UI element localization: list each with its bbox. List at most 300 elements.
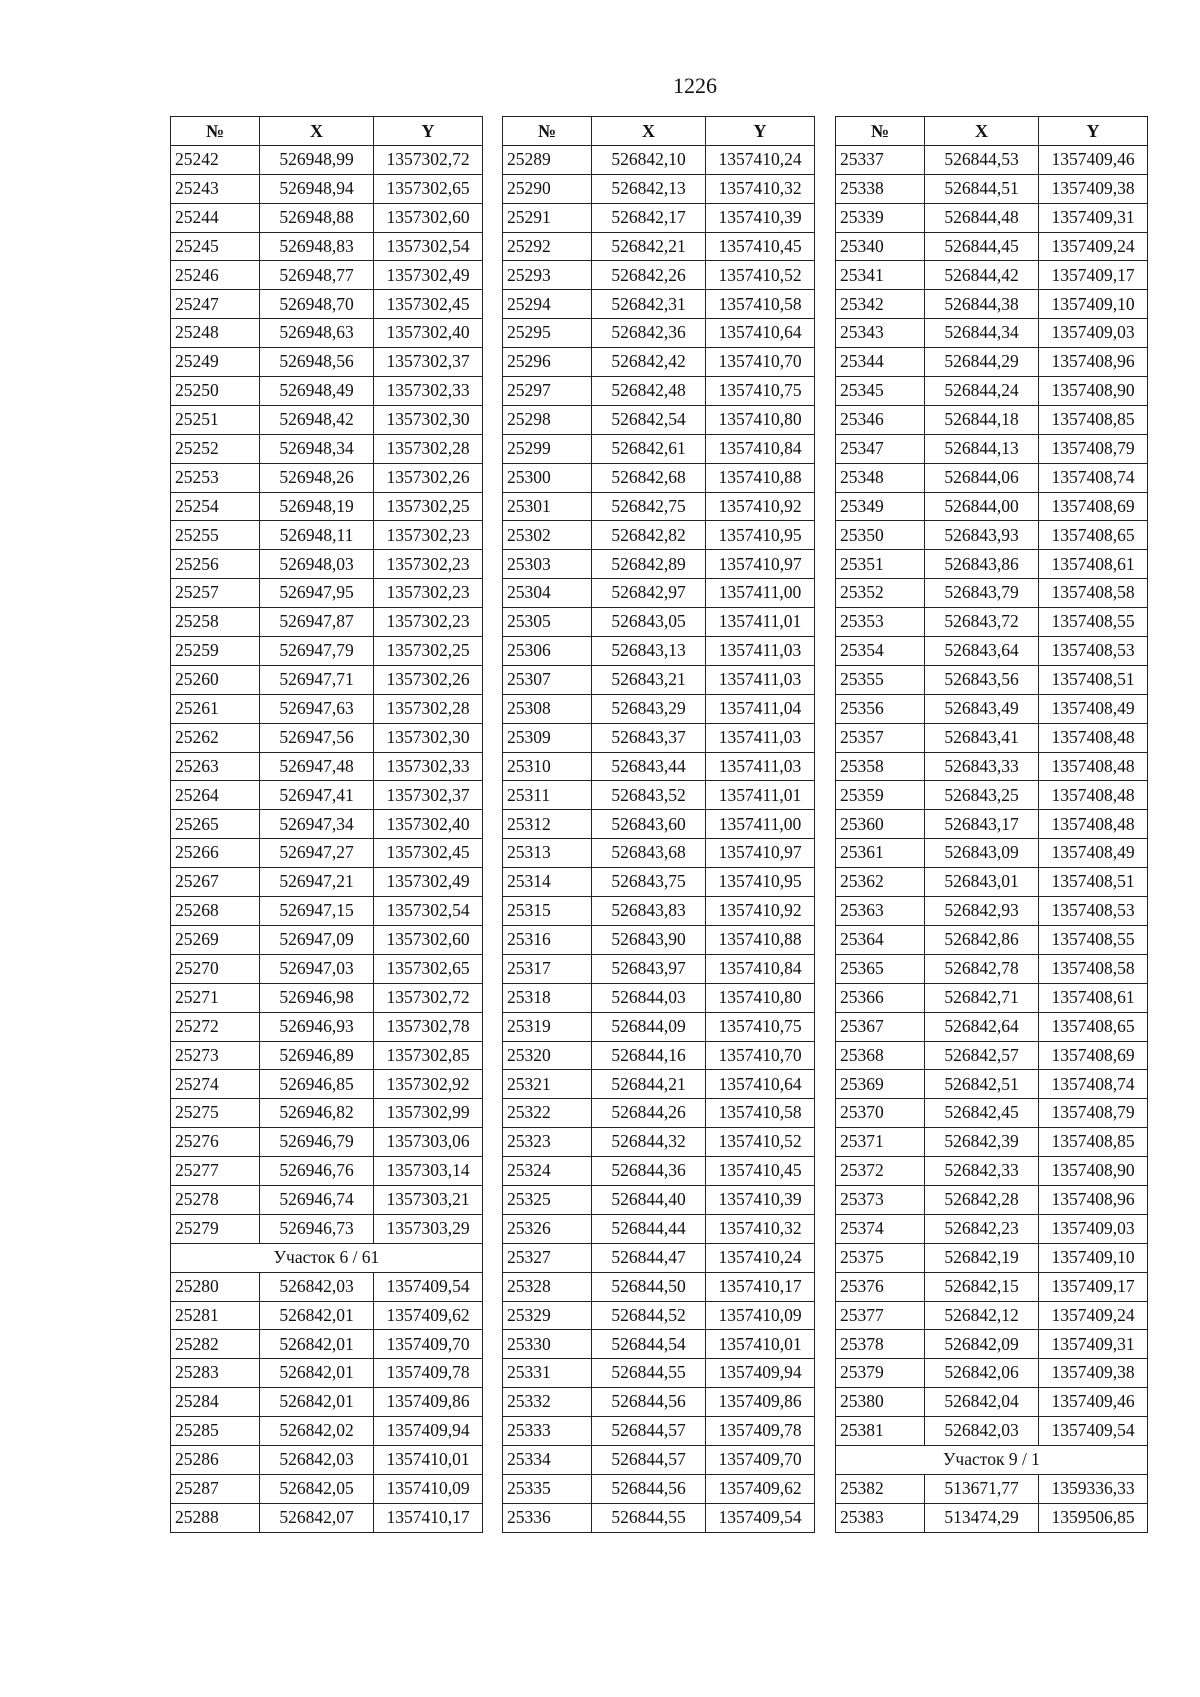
y-coordinate-cell: 1357408,90 xyxy=(1039,377,1148,406)
y-coordinate-cell: 1357409,94 xyxy=(374,1417,483,1446)
y-coordinate-cell: 1357410,52 xyxy=(706,261,815,290)
y-coordinate-cell: 1357408,49 xyxy=(1039,694,1148,723)
y-coordinate-cell: 1357409,03 xyxy=(1039,1214,1148,1243)
x-coordinate-cell: 526948,03 xyxy=(260,550,374,579)
y-coordinate-cell: 1357408,85 xyxy=(1039,1128,1148,1157)
y-coordinate-cell: 1357411,03 xyxy=(706,723,815,752)
point-number-cell: 25264 xyxy=(171,781,260,810)
y-coordinate-cell: 1357408,53 xyxy=(1039,637,1148,666)
point-number-cell: 25279 xyxy=(171,1214,260,1243)
table-row xyxy=(171,377,483,406)
y-coordinate-cell: 1357409,54 xyxy=(374,1272,483,1301)
x-coordinate-cell: 526844,24 xyxy=(925,377,1039,406)
y-coordinate-cell: 1357409,24 xyxy=(1039,232,1148,261)
table-row xyxy=(503,1128,815,1157)
y-coordinate-cell: 1357410,24 xyxy=(706,1243,815,1272)
y-coordinate-cell: 1357302,60 xyxy=(374,925,483,954)
y-coordinate-cell: 1357302,26 xyxy=(374,463,483,492)
point-number-cell: 25349 xyxy=(836,492,925,521)
table-row xyxy=(171,1445,483,1474)
x-coordinate-cell: 526844,51 xyxy=(925,174,1039,203)
y-coordinate-cell: 1357411,03 xyxy=(706,752,815,781)
x-coordinate-cell: 526842,01 xyxy=(260,1388,374,1417)
table-row xyxy=(836,1070,1148,1099)
x-coordinate-cell: 526842,03 xyxy=(925,1417,1039,1446)
table-row xyxy=(836,868,1148,897)
x-coordinate-cell: 526844,56 xyxy=(592,1388,706,1417)
table-row xyxy=(503,608,815,637)
x-coordinate-cell: 526844,21 xyxy=(592,1070,706,1099)
table-row xyxy=(171,1128,483,1157)
table-row xyxy=(836,1388,1148,1417)
y-coordinate-cell: 1357410,97 xyxy=(706,550,815,579)
point-number-cell: 25351 xyxy=(836,550,925,579)
x-coordinate-cell: 526843,60 xyxy=(592,810,706,839)
y-coordinate-cell: 1357410,88 xyxy=(706,463,815,492)
y-coordinate-cell: 1357302,37 xyxy=(374,348,483,377)
y-coordinate-cell: 1357408,51 xyxy=(1039,868,1148,897)
x-coordinate-cell: 526842,17 xyxy=(592,203,706,232)
point-number-cell: 25257 xyxy=(171,579,260,608)
x-coordinate-cell: 526842,23 xyxy=(925,1214,1039,1243)
x-coordinate-cell: 526842,02 xyxy=(260,1417,374,1446)
y-coordinate-cell: 1357410,92 xyxy=(706,897,815,926)
table-row xyxy=(503,1474,815,1503)
point-number-cell: 25249 xyxy=(171,348,260,377)
y-coordinate-cell: 1357410,92 xyxy=(706,492,815,521)
header-row xyxy=(836,117,1148,146)
point-number-cell: 25296 xyxy=(503,348,592,377)
table-row xyxy=(836,232,1148,261)
header-y: Y xyxy=(374,117,483,146)
x-coordinate-cell: 526842,03 xyxy=(260,1445,374,1474)
point-number-cell: 25247 xyxy=(171,290,260,319)
y-coordinate-cell: 1357302,28 xyxy=(374,434,483,463)
table-row xyxy=(503,319,815,348)
table-row xyxy=(171,1388,483,1417)
x-coordinate-cell: 526842,42 xyxy=(592,348,706,377)
point-number-cell: 25300 xyxy=(503,463,592,492)
table-row xyxy=(836,1099,1148,1128)
x-coordinate-cell: 526842,54 xyxy=(592,405,706,434)
table-row xyxy=(836,1330,1148,1359)
y-coordinate-cell: 1357302,28 xyxy=(374,694,483,723)
y-coordinate-cell: 1357408,79 xyxy=(1039,434,1148,463)
x-coordinate-cell: 526843,05 xyxy=(592,608,706,637)
y-coordinate-cell: 1357408,48 xyxy=(1039,810,1148,839)
x-coordinate-cell: 526842,89 xyxy=(592,550,706,579)
table-row xyxy=(836,434,1148,463)
x-coordinate-cell: 526844,44 xyxy=(592,1214,706,1243)
point-number-cell: 25310 xyxy=(503,752,592,781)
y-coordinate-cell: 1357411,04 xyxy=(706,694,815,723)
y-coordinate-cell: 1357302,49 xyxy=(374,868,483,897)
x-coordinate-cell: 526843,49 xyxy=(925,694,1039,723)
table-row xyxy=(503,1503,815,1532)
table-row xyxy=(171,983,483,1012)
x-coordinate-cell: 526843,41 xyxy=(925,723,1039,752)
point-number-cell: 25376 xyxy=(836,1272,925,1301)
point-number-cell: 25312 xyxy=(503,810,592,839)
point-number-cell: 25366 xyxy=(836,983,925,1012)
coordinates-table-1 xyxy=(170,116,483,1533)
point-number-cell: 25283 xyxy=(171,1359,260,1388)
table-row xyxy=(503,521,815,550)
table-row xyxy=(836,550,1148,579)
y-coordinate-cell: 1357302,23 xyxy=(374,608,483,637)
table-row xyxy=(503,463,815,492)
point-number-cell: 25313 xyxy=(503,839,592,868)
table-row xyxy=(836,1503,1148,1532)
y-coordinate-cell: 1357410,45 xyxy=(706,232,815,261)
point-number-cell: 25276 xyxy=(171,1128,260,1157)
table-row xyxy=(171,1157,483,1186)
x-coordinate-cell: 526947,95 xyxy=(260,579,374,608)
point-number-cell: 25294 xyxy=(503,290,592,319)
y-coordinate-cell: 1357410,01 xyxy=(706,1330,815,1359)
table-row xyxy=(503,1099,815,1128)
point-number-cell: 25308 xyxy=(503,694,592,723)
y-coordinate-cell: 1357409,46 xyxy=(1039,145,1148,174)
table-row xyxy=(836,463,1148,492)
point-number-cell: 25259 xyxy=(171,637,260,666)
x-coordinate-cell: 526842,05 xyxy=(260,1474,374,1503)
table-row xyxy=(171,608,483,637)
x-coordinate-cell: 526948,11 xyxy=(260,521,374,550)
point-number-cell: 25335 xyxy=(503,1474,592,1503)
table-row xyxy=(171,781,483,810)
x-coordinate-cell: 526842,01 xyxy=(260,1330,374,1359)
y-coordinate-cell: 1357408,65 xyxy=(1039,521,1148,550)
table-row xyxy=(836,377,1148,406)
page-number: 1226 xyxy=(673,73,717,98)
point-number-cell: 25305 xyxy=(503,608,592,637)
point-number-cell: 25340 xyxy=(836,232,925,261)
x-coordinate-cell: 526842,19 xyxy=(925,1243,1039,1272)
table-row xyxy=(836,665,1148,694)
table-row xyxy=(171,290,483,319)
point-number-cell: 25371 xyxy=(836,1128,925,1157)
x-coordinate-cell: 526844,13 xyxy=(925,434,1039,463)
y-coordinate-cell: 1357409,94 xyxy=(706,1359,815,1388)
table-row xyxy=(836,1214,1148,1243)
x-coordinate-cell: 526947,48 xyxy=(260,752,374,781)
table-row xyxy=(503,1330,815,1359)
x-coordinate-cell: 526946,89 xyxy=(260,1041,374,1070)
point-number-cell: 25284 xyxy=(171,1388,260,1417)
header-x: X xyxy=(260,117,374,146)
point-number-cell: 25281 xyxy=(171,1301,260,1330)
point-number-cell: 25342 xyxy=(836,290,925,319)
y-coordinate-cell: 1357302,23 xyxy=(374,550,483,579)
x-coordinate-cell: 526948,77 xyxy=(260,261,374,290)
y-coordinate-cell: 1357302,72 xyxy=(374,983,483,1012)
y-coordinate-cell: 1357410,45 xyxy=(706,1157,815,1186)
table-row xyxy=(836,723,1148,752)
x-coordinate-cell: 526842,57 xyxy=(925,1041,1039,1070)
y-coordinate-cell: 1357410,17 xyxy=(374,1503,483,1532)
x-coordinate-cell: 526948,94 xyxy=(260,174,374,203)
x-coordinate-cell: 526947,09 xyxy=(260,925,374,954)
point-number-cell: 25298 xyxy=(503,405,592,434)
table-row xyxy=(503,810,815,839)
point-number-cell: 25347 xyxy=(836,434,925,463)
y-coordinate-cell: 1357410,58 xyxy=(706,1099,815,1128)
x-coordinate-cell: 526947,56 xyxy=(260,723,374,752)
point-number-cell: 25291 xyxy=(503,203,592,232)
y-coordinate-cell: 1357303,29 xyxy=(374,1214,483,1243)
x-coordinate-cell: 526842,26 xyxy=(592,261,706,290)
x-coordinate-cell: 526842,33 xyxy=(925,1157,1039,1186)
table-row xyxy=(503,781,815,810)
table-row xyxy=(836,1041,1148,1070)
table-row xyxy=(836,492,1148,521)
y-coordinate-cell: 1357408,49 xyxy=(1039,839,1148,868)
x-coordinate-cell: 526842,06 xyxy=(925,1359,1039,1388)
x-coordinate-cell: 526946,79 xyxy=(260,1128,374,1157)
y-coordinate-cell: 1357410,58 xyxy=(706,290,815,319)
x-coordinate-cell: 526844,34 xyxy=(925,319,1039,348)
x-coordinate-cell: 526842,10 xyxy=(592,145,706,174)
y-coordinate-cell: 1357302,25 xyxy=(374,637,483,666)
table-row xyxy=(836,1272,1148,1301)
x-coordinate-cell: 526947,34 xyxy=(260,810,374,839)
x-coordinate-cell: 526842,21 xyxy=(592,232,706,261)
table-row xyxy=(171,1185,483,1214)
x-coordinate-cell: 526946,82 xyxy=(260,1099,374,1128)
x-coordinate-cell: 526948,34 xyxy=(260,434,374,463)
point-number-cell: 25311 xyxy=(503,781,592,810)
y-coordinate-cell: 1357410,88 xyxy=(706,925,815,954)
x-coordinate-cell: 526948,83 xyxy=(260,232,374,261)
y-coordinate-cell: 1357408,61 xyxy=(1039,550,1148,579)
x-coordinate-cell: 526946,93 xyxy=(260,1012,374,1041)
table-row xyxy=(171,319,483,348)
point-number-cell: 25364 xyxy=(836,925,925,954)
point-number-cell: 25334 xyxy=(503,1445,592,1474)
point-number-cell: 25360 xyxy=(836,810,925,839)
table-row xyxy=(503,897,815,926)
x-coordinate-cell: 526948,49 xyxy=(260,377,374,406)
y-coordinate-cell: 1357409,24 xyxy=(1039,1301,1148,1330)
y-coordinate-cell: 1357302,30 xyxy=(374,723,483,752)
x-coordinate-cell: 526947,03 xyxy=(260,954,374,983)
table-row xyxy=(171,1359,483,1388)
x-coordinate-cell: 526947,79 xyxy=(260,637,374,666)
table-row xyxy=(836,261,1148,290)
x-coordinate-cell: 526844,45 xyxy=(925,232,1039,261)
x-coordinate-cell: 526842,15 xyxy=(925,1272,1039,1301)
table-row xyxy=(503,145,815,174)
point-number-cell: 25317 xyxy=(503,954,592,983)
y-coordinate-cell: 1357408,58 xyxy=(1039,954,1148,983)
table-row xyxy=(503,954,815,983)
point-number-cell: 25251 xyxy=(171,405,260,434)
point-number-cell: 25357 xyxy=(836,723,925,752)
point-number-cell: 25327 xyxy=(503,1243,592,1272)
table-row xyxy=(503,377,815,406)
y-coordinate-cell: 1357409,70 xyxy=(374,1330,483,1359)
x-coordinate-cell: 526948,88 xyxy=(260,203,374,232)
table-row xyxy=(171,550,483,579)
x-coordinate-cell: 526844,53 xyxy=(925,145,1039,174)
y-coordinate-cell: 1357302,45 xyxy=(374,839,483,868)
point-number-cell: 25309 xyxy=(503,723,592,752)
table-row xyxy=(836,608,1148,637)
point-number-cell: 25341 xyxy=(836,261,925,290)
point-number-cell: 25379 xyxy=(836,1359,925,1388)
x-coordinate-cell: 526948,70 xyxy=(260,290,374,319)
table-row xyxy=(171,492,483,521)
y-coordinate-cell: 1357302,23 xyxy=(374,579,483,608)
x-coordinate-cell: 526843,86 xyxy=(925,550,1039,579)
x-coordinate-cell: 526844,16 xyxy=(592,1041,706,1070)
x-coordinate-cell: 526843,37 xyxy=(592,723,706,752)
point-number-cell: 25302 xyxy=(503,521,592,550)
table-row xyxy=(503,1041,815,1070)
x-coordinate-cell: 526843,44 xyxy=(592,752,706,781)
table-row xyxy=(171,1214,483,1243)
x-coordinate-cell: 526843,33 xyxy=(925,752,1039,781)
table-row xyxy=(836,1185,1148,1214)
table-row xyxy=(171,1070,483,1099)
y-coordinate-cell: 1357408,96 xyxy=(1039,348,1148,377)
y-coordinate-cell: 1357302,33 xyxy=(374,752,483,781)
point-number-cell: 25344 xyxy=(836,348,925,377)
x-coordinate-cell: 526844,29 xyxy=(925,348,1039,377)
x-coordinate-cell: 526844,47 xyxy=(592,1243,706,1272)
header-y: Y xyxy=(706,117,815,146)
table-row xyxy=(503,174,815,203)
point-number-cell: 25268 xyxy=(171,897,260,926)
x-coordinate-cell: 526842,75 xyxy=(592,492,706,521)
table-row xyxy=(171,868,483,897)
y-coordinate-cell: 1357302,49 xyxy=(374,261,483,290)
y-coordinate-cell: 1357409,38 xyxy=(1039,174,1148,203)
x-coordinate-cell: 526946,73 xyxy=(260,1214,374,1243)
table-row xyxy=(503,1272,815,1301)
x-coordinate-cell: 526842,48 xyxy=(592,377,706,406)
x-coordinate-cell: 526844,54 xyxy=(592,1330,706,1359)
table-row xyxy=(836,752,1148,781)
point-number-cell: 25322 xyxy=(503,1099,592,1128)
table-row xyxy=(836,521,1148,550)
table-row xyxy=(503,1388,815,1417)
coordinates-table-3 xyxy=(835,116,1148,1533)
y-coordinate-cell: 1357408,48 xyxy=(1039,723,1148,752)
y-coordinate-cell: 1357303,06 xyxy=(374,1128,483,1157)
x-coordinate-cell: 513474,29 xyxy=(925,1503,1039,1532)
x-coordinate-cell: 526946,76 xyxy=(260,1157,374,1186)
point-number-cell: 25356 xyxy=(836,694,925,723)
point-number-cell: 25319 xyxy=(503,1012,592,1041)
table-row xyxy=(503,203,815,232)
y-coordinate-cell: 1357409,17 xyxy=(1039,261,1148,290)
y-coordinate-cell: 1357410,32 xyxy=(706,174,815,203)
point-number-cell: 25345 xyxy=(836,377,925,406)
header-num: № xyxy=(836,117,925,146)
table-row xyxy=(836,319,1148,348)
y-coordinate-cell: 1357410,70 xyxy=(706,348,815,377)
table-row xyxy=(503,261,815,290)
x-coordinate-cell: 526843,68 xyxy=(592,839,706,868)
y-coordinate-cell: 1357410,80 xyxy=(706,983,815,1012)
y-coordinate-cell: 1357408,48 xyxy=(1039,781,1148,810)
point-number-cell: 25365 xyxy=(836,954,925,983)
y-coordinate-cell: 1357408,48 xyxy=(1039,752,1148,781)
y-coordinate-cell: 1357302,25 xyxy=(374,492,483,521)
y-coordinate-cell: 1357408,96 xyxy=(1039,1185,1148,1214)
point-number-cell: 25270 xyxy=(171,954,260,983)
point-number-cell: 25246 xyxy=(171,261,260,290)
x-coordinate-cell: 526844,38 xyxy=(925,290,1039,319)
x-coordinate-cell: 526844,32 xyxy=(592,1128,706,1157)
section-label: Участок 9 / 1 xyxy=(836,1445,1148,1474)
x-coordinate-cell: 526844,18 xyxy=(925,405,1039,434)
y-coordinate-cell: 1357302,99 xyxy=(374,1099,483,1128)
point-number-cell: 25326 xyxy=(503,1214,592,1243)
table-row xyxy=(836,1359,1148,1388)
x-coordinate-cell: 526844,03 xyxy=(592,983,706,1012)
point-number-cell: 25243 xyxy=(171,174,260,203)
point-number-cell: 25244 xyxy=(171,203,260,232)
x-coordinate-cell: 526843,90 xyxy=(592,925,706,954)
y-coordinate-cell: 1357408,79 xyxy=(1039,1099,1148,1128)
table-row xyxy=(503,1157,815,1186)
table-row xyxy=(503,290,815,319)
table-row xyxy=(836,1301,1148,1330)
point-number-cell: 25359 xyxy=(836,781,925,810)
x-coordinate-cell: 526842,09 xyxy=(925,1330,1039,1359)
table-row xyxy=(171,925,483,954)
point-number-cell: 25299 xyxy=(503,434,592,463)
point-number-cell: 25358 xyxy=(836,752,925,781)
y-coordinate-cell: 1357409,03 xyxy=(1039,319,1148,348)
point-number-cell: 25373 xyxy=(836,1185,925,1214)
point-number-cell: 25336 xyxy=(503,1503,592,1532)
point-number-cell: 25252 xyxy=(171,434,260,463)
x-coordinate-cell: 526947,87 xyxy=(260,608,374,637)
point-number-cell: 25339 xyxy=(836,203,925,232)
y-coordinate-cell: 1357302,54 xyxy=(374,897,483,926)
header-row xyxy=(171,117,483,146)
y-coordinate-cell: 1357408,51 xyxy=(1039,665,1148,694)
table-row xyxy=(171,232,483,261)
y-coordinate-cell: 1357409,62 xyxy=(706,1474,815,1503)
table-row xyxy=(171,694,483,723)
point-number-cell: 25275 xyxy=(171,1099,260,1128)
x-coordinate-cell: 526842,86 xyxy=(925,925,1039,954)
table-row xyxy=(836,954,1148,983)
y-coordinate-cell: 1357410,75 xyxy=(706,377,815,406)
table-row xyxy=(171,1330,483,1359)
y-coordinate-cell: 1357411,00 xyxy=(706,810,815,839)
point-number-cell: 25350 xyxy=(836,521,925,550)
point-number-cell: 25301 xyxy=(503,492,592,521)
table-row xyxy=(836,174,1148,203)
y-coordinate-cell: 1357408,69 xyxy=(1039,1041,1148,1070)
y-coordinate-cell: 1357410,39 xyxy=(706,1185,815,1214)
y-coordinate-cell: 1357408,74 xyxy=(1039,463,1148,492)
table-row xyxy=(503,1012,815,1041)
point-number-cell: 25316 xyxy=(503,925,592,954)
point-number-cell: 25303 xyxy=(503,550,592,579)
table-row xyxy=(836,897,1148,926)
table-row xyxy=(503,405,815,434)
y-coordinate-cell: 1357302,40 xyxy=(374,810,483,839)
table-row xyxy=(171,723,483,752)
table-row xyxy=(503,925,815,954)
